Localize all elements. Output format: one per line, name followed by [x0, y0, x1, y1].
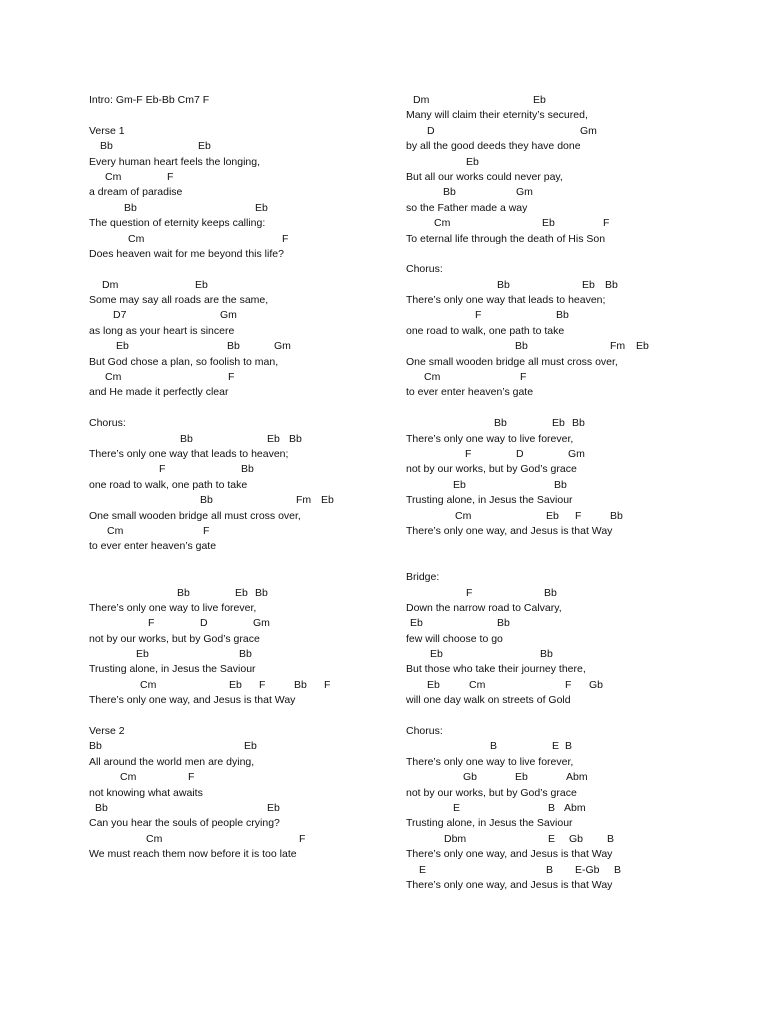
blank-line — [89, 555, 389, 570]
chord: Dm — [102, 278, 119, 291]
lyric-line: one road to walk, one path to take — [89, 478, 248, 491]
lyric-line: One small wooden bridge all must cross over, — [406, 355, 618, 368]
lyric-line: All around the world men are dying, — [89, 755, 255, 768]
chord: Cm — [455, 509, 472, 522]
chord: Cm — [469, 678, 486, 691]
chord-line — [89, 524, 389, 539]
chord-line — [89, 647, 389, 662]
chord: Bb — [515, 340, 528, 353]
chord-line — [89, 770, 389, 785]
chord: Bb — [255, 586, 268, 599]
chord-line — [406, 216, 746, 231]
chord: Eb — [321, 494, 334, 507]
chord-line — [89, 339, 389, 354]
chord-line — [89, 493, 389, 508]
chord: E — [548, 832, 556, 845]
left-column — [89, 93, 389, 863]
lyric-line: Chorus: — [89, 417, 126, 430]
lyric-line: Down the narrow road to Calvary, — [406, 601, 562, 614]
chord: Bb — [554, 478, 567, 491]
chord: Cm — [105, 170, 122, 183]
lyric-line: Does heaven wait for me beyond this life? — [89, 247, 284, 260]
blank-line — [89, 262, 389, 277]
chord: Cm — [424, 371, 441, 384]
chord: Bb — [241, 463, 254, 476]
chord-line — [406, 416, 746, 431]
chord: Eb — [427, 678, 440, 691]
chord: Eb — [533, 94, 546, 106]
lyric-line: Intro: Gm-F Eb-Bb Cm7 F — [89, 94, 210, 106]
chord-line — [406, 308, 746, 323]
chord: Bb — [239, 648, 252, 661]
chord: Bb — [556, 309, 569, 322]
lyric-line: Some may say all roads are the same, — [89, 294, 269, 307]
chord: D — [200, 617, 208, 630]
lyric-line: There’s only one way to live forever, — [406, 755, 574, 768]
chord: Eb — [267, 432, 280, 445]
lyric-line: few will choose to go — [406, 632, 503, 645]
chord: Fm — [296, 494, 312, 507]
chord: Eb — [546, 509, 559, 522]
chord-line — [89, 201, 389, 216]
chord: Eb — [466, 155, 479, 168]
chord: Gb — [463, 771, 478, 784]
chord: F — [465, 447, 472, 460]
lyric-line: Trusting alone, in Jesus the Saviour — [406, 494, 573, 507]
chord-line — [89, 308, 389, 323]
chord: Bb — [227, 340, 240, 353]
chord: F — [475, 309, 482, 322]
chord: F — [603, 217, 610, 230]
lyric-line: not by our works, but by God’s grace — [89, 632, 260, 645]
chord: Bb — [443, 186, 456, 199]
blank-line — [406, 709, 746, 724]
chord-line — [89, 462, 389, 477]
chord: Eb — [267, 801, 280, 814]
lyric-line: one road to walk, one path to take — [406, 324, 565, 337]
chord: D — [427, 124, 435, 137]
chord: Eb — [136, 648, 149, 661]
chord: Fm — [610, 340, 626, 353]
chord-line — [406, 739, 746, 754]
chord: Dbm — [444, 832, 467, 845]
chord: Eb — [453, 478, 466, 491]
lyric-line: not knowing what awaits — [89, 786, 203, 799]
chord: Eb — [244, 740, 257, 753]
chord-line — [89, 139, 389, 154]
lyric-line: by all the good deeds they have done — [406, 140, 581, 153]
chord: Gb — [569, 832, 584, 845]
lyric-line: Trusting alone, in Jesus the Saviour — [406, 817, 573, 830]
chord-line — [89, 678, 389, 693]
chord: Bb — [610, 509, 623, 522]
chord: Dm — [413, 94, 430, 106]
chord: D7 — [113, 309, 127, 322]
chord: B — [565, 740, 573, 753]
chord-line — [406, 678, 746, 693]
chord-line — [406, 801, 746, 816]
lyric-line: There’s only one way, and Jesus is that Way — [406, 878, 613, 891]
chord: E — [419, 863, 427, 876]
lyric-line: Verse 2 — [89, 725, 125, 738]
lyric-line: Can you hear the souls of people crying? — [89, 817, 280, 830]
chord: Eb — [430, 648, 443, 661]
chord-line — [406, 586, 746, 601]
lyric-line: But God chose a plan, so foolish to man, — [89, 355, 279, 368]
chord: Bb — [497, 617, 510, 630]
chord: F — [466, 586, 473, 599]
chord: F — [282, 232, 289, 245]
lyric-line: There’s only one way, and Jesus is that Way — [406, 848, 613, 861]
chord: E — [453, 801, 461, 814]
blank-line — [406, 555, 746, 570]
chord: Abm — [564, 801, 586, 814]
chord-line — [406, 447, 746, 462]
lyric-line: But those who take their journey there, — [406, 663, 586, 676]
chord: F — [148, 617, 155, 630]
chord: Bb — [294, 678, 307, 691]
chord: F — [520, 371, 527, 384]
chord: F — [228, 371, 235, 384]
chord: F — [159, 463, 166, 476]
right-column — [406, 93, 746, 893]
chord: Cm — [120, 771, 137, 784]
blank-line — [89, 401, 389, 416]
chord: E — [552, 740, 560, 753]
chord: Eb — [410, 617, 423, 630]
chord: Eb — [255, 201, 268, 214]
chord-line — [406, 93, 746, 108]
chord: Bb — [540, 648, 553, 661]
lyric-line: Many will claim their eternity’s secured, — [406, 109, 588, 122]
lyric-line: Chorus: — [406, 725, 443, 738]
chord: Cm — [107, 524, 124, 537]
chord: Bb — [180, 432, 193, 445]
chord: Eb — [515, 771, 528, 784]
lyric-line: not by our works, but by God’s grace — [406, 463, 577, 476]
chord: Bb — [89, 740, 102, 753]
chord-line — [89, 616, 389, 631]
lyric-line: There’s only one way, and Jesus is that Way — [89, 694, 296, 707]
chord: Bb — [100, 140, 113, 153]
chord: Bb — [200, 494, 213, 507]
lyric-line: There’s only one way that leads to heaven; — [89, 447, 289, 460]
chord: Bb — [494, 417, 507, 430]
blank-line — [89, 570, 389, 585]
chord: F — [188, 771, 195, 784]
chord: D — [516, 447, 524, 460]
lyric-line: There’s only one way that leads to heaven; — [406, 294, 606, 307]
chord: Cm — [128, 232, 145, 245]
chord: Gm — [580, 124, 597, 137]
lyric-line: to ever enter heaven’s gate — [89, 540, 217, 553]
chord: Eb — [542, 217, 555, 230]
chord: B — [548, 801, 556, 814]
chord: Eb — [552, 417, 565, 430]
chord-line — [89, 170, 389, 185]
lyric-line: will one day walk on streets of Gold — [406, 694, 571, 707]
lyric-line: There’s only one way to live forever, — [406, 432, 574, 445]
chord: Bb — [177, 586, 190, 599]
chord-line — [89, 232, 389, 247]
chord-line — [406, 616, 746, 631]
lyric-line: as long as your heart is sincere — [89, 324, 235, 337]
chord: Gm — [274, 340, 291, 353]
chord: Gm — [253, 617, 270, 630]
chord: F — [299, 832, 306, 845]
chord: F — [167, 170, 174, 183]
chord: Bb — [289, 432, 302, 445]
chord-line — [406, 155, 746, 170]
chord-line — [89, 586, 389, 601]
chord: F — [324, 678, 331, 691]
chord: Eb — [116, 340, 129, 353]
lyric-line: a dream of paradise — [89, 186, 183, 199]
chord-line — [406, 509, 746, 524]
chord-line — [406, 339, 746, 354]
chord-line — [406, 124, 746, 139]
chord: F — [203, 524, 210, 537]
lyric-line: Verse 1 — [89, 124, 125, 137]
chord: Eb — [582, 278, 595, 291]
chord: F — [565, 678, 572, 691]
chord: Cm — [146, 832, 163, 845]
chord: Gm — [516, 186, 533, 199]
chord: Eb — [235, 586, 248, 599]
lyric-line: Every human heart feels the longing, — [89, 155, 261, 168]
lyric-line: But all our works could never pay, — [406, 170, 563, 183]
chord: B — [546, 863, 554, 876]
lyric-line: and He made it perfectly clear — [89, 386, 229, 399]
chord-line — [89, 432, 389, 447]
lyric-line: One small wooden bridge all must cross over, — [89, 509, 301, 522]
chord-line — [89, 832, 389, 847]
lyric-line: The question of eternity keeps calling: — [89, 217, 266, 230]
chord: B — [614, 863, 622, 876]
chord-line — [406, 278, 746, 293]
chord: Cm — [140, 678, 157, 691]
lyric-line: Trusting alone, in Jesus the Saviour — [89, 663, 256, 676]
chord: Abm — [566, 771, 588, 784]
chord: Gm — [568, 447, 585, 460]
chord: Gb — [589, 678, 604, 691]
lyric-line: not by our works, but by God’s grace — [406, 786, 577, 799]
chord: Bb — [544, 586, 557, 599]
chord: Eb — [229, 678, 242, 691]
lyric-line: To eternal life through the death of His Son — [406, 232, 606, 245]
chord: Eb — [198, 140, 211, 153]
chord-line — [406, 770, 746, 785]
chord: Gm — [220, 309, 237, 322]
chord-line — [406, 370, 746, 385]
lyric-line: There’s only one way to live forever, — [89, 601, 257, 614]
chord-line — [406, 863, 746, 878]
chord: F — [259, 678, 266, 691]
lyric-line: so the Father made a way — [406, 201, 528, 214]
chord: Bb — [605, 278, 618, 291]
lyric-line: Bridge: — [406, 571, 440, 584]
chord: Eb — [195, 278, 208, 291]
blank-line — [406, 401, 746, 416]
chord: B — [490, 740, 498, 753]
chord-line — [89, 278, 389, 293]
chord: Eb — [636, 340, 649, 353]
blank-line — [406, 539, 746, 554]
chord: E-Gb — [575, 863, 600, 876]
lyric-line: to ever enter heaven’s gate — [406, 386, 534, 399]
chord: Bb — [497, 278, 510, 291]
chord: F — [575, 509, 582, 522]
chord-line — [406, 832, 746, 847]
chord: B — [607, 832, 615, 845]
lyric-line: There’s only one way, and Jesus is that Way — [406, 524, 613, 537]
lyric-line: We must reach them now before it is too late — [89, 848, 297, 861]
chord: Bb — [124, 201, 137, 214]
blank-line — [89, 709, 389, 724]
chord-line — [89, 370, 389, 385]
chord-line — [406, 185, 746, 200]
blank-line — [406, 247, 746, 262]
chord: Cm — [434, 217, 451, 230]
blank-line — [89, 108, 389, 123]
chord: Bb — [95, 801, 108, 814]
lyric-line: Chorus: — [406, 263, 443, 276]
chord: Cm — [105, 371, 122, 384]
chord-line — [89, 801, 389, 816]
chord-line — [406, 478, 746, 493]
chord-line — [406, 647, 746, 662]
chord: Bb — [572, 417, 585, 430]
chord-line — [89, 739, 389, 754]
